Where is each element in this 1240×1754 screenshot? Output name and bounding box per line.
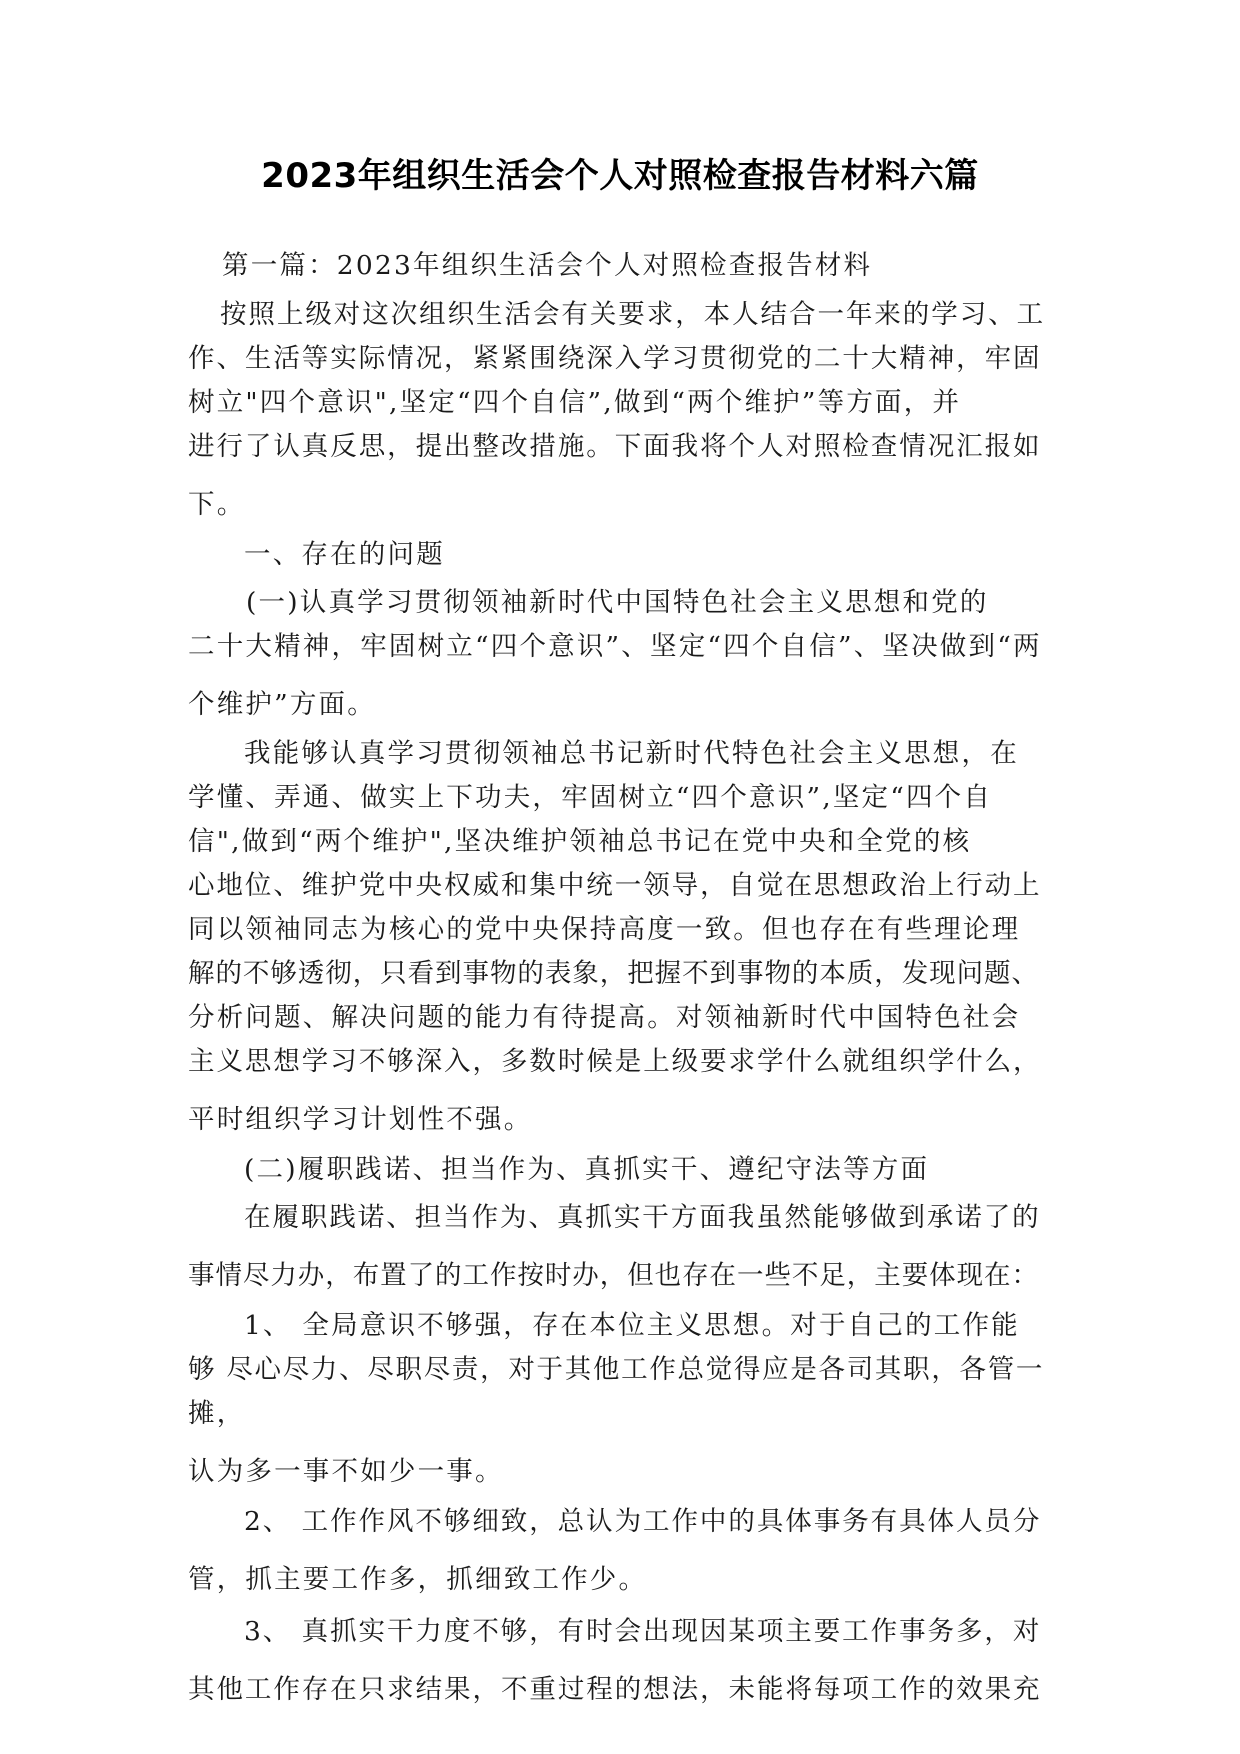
text-line: 进行了认真反思，提出整改措施。下面我将个人对照检查情况汇报如 <box>188 431 1042 462</box>
text-line: 信",做到“两个维护",坚决维护领袖总书记在党中央和全党的核 <box>188 826 972 857</box>
text-line: 分析问题、解决问题的能力有待提高。对领袖新时代中国特色社会 <box>188 1002 1021 1033</box>
text-line: 二十大精神，牢固树立“四个意识”、坚定“四个自信”、坚决做到“两 <box>188 631 1042 662</box>
list-item: 1、 全局意识不够强，存在本位主义思想。对于自己的工作能 <box>244 1310 1020 1341</box>
text-line: 按照上级对这次组织生活会有关要求，本人结合一年来的学习、工 <box>220 299 1046 330</box>
text-line: 解的不够透彻，只看到事物的表象，把握不到事物的本质，发现问题、 <box>188 958 1039 989</box>
text-line: 树立"四个意识",坚定“四个自信”,做到“两个维护”等方面，并 <box>188 387 962 418</box>
text-line: 学懂、弄通、做实上下功夫，牢固树立“四个意识”,坚定“四个自 <box>188 782 993 813</box>
text-line: 管，抓主要工作多，抓细致工作少。 <box>188 1564 648 1595</box>
text-line: 其他工作存在只求结果，不重过程的想法，未能将每项工作的效果充 <box>188 1674 1042 1705</box>
text-line: 我能够认真学习贯彻领袖总书记新时代特色社会主义思想，在 <box>244 738 1019 769</box>
subsection-heading: (二)履职践诺、担当作为、真抓实干、遵纪守法等方面 <box>244 1154 930 1185</box>
text-line: 第一篇：2023年组织生活会个人对照检查报告材料 <box>222 250 873 281</box>
text-line: 作、生活等实际情况，紧紧围绕深入学习贯彻党的二十大精神，牢固 <box>188 343 1042 374</box>
text-line: 个维护”方面。 <box>188 689 376 720</box>
text-line: 认为多一事不如少一事。 <box>188 1456 504 1487</box>
text-line: 够 尽心尽力、尽职尽责，对于其他工作总觉得应是各司其职，各管一 <box>188 1354 1045 1385</box>
text-line: 事情尽力办，布置了的工作按时办，但也存在一些不足，主要体现在： <box>188 1260 1039 1291</box>
list-item: 2、 工作作风不够细致，总认为工作中的具体事务有具体人员分 <box>244 1506 1042 1537</box>
section-heading: 一、存在的问题 <box>244 539 445 570</box>
text-line: 同以领袖同志为核心的党中央保持高度一致。但也存在有些理论理 <box>188 914 1021 945</box>
subsection-heading: (一)认真学习贯彻领袖新时代中国特色社会主义思想和党的 <box>246 587 989 618</box>
text-line: 心地位、维护党中央权威和集中统一领导，自觉在思想政治上行动上 <box>188 870 1042 901</box>
text-line: 平时组织学习计划性不强。 <box>188 1104 533 1135</box>
text-line: 主义思想学习不够深入，多数时候是上级要求学什么就组织学什么， <box>188 1046 1042 1077</box>
text-line: 下。 <box>188 489 246 520</box>
text-line: 摊， <box>188 1398 246 1429</box>
text-line: 在履职践诺、担当作为、真抓实干方面我虽然能够做到承诺了的 <box>244 1202 1041 1233</box>
document-title: 2023年组织生活会个人对照检查报告材料六篇 <box>261 156 979 196</box>
list-item: 3、 真抓实干力度不够，有时会出现因某项主要工作事务多，对 <box>244 1616 1042 1647</box>
